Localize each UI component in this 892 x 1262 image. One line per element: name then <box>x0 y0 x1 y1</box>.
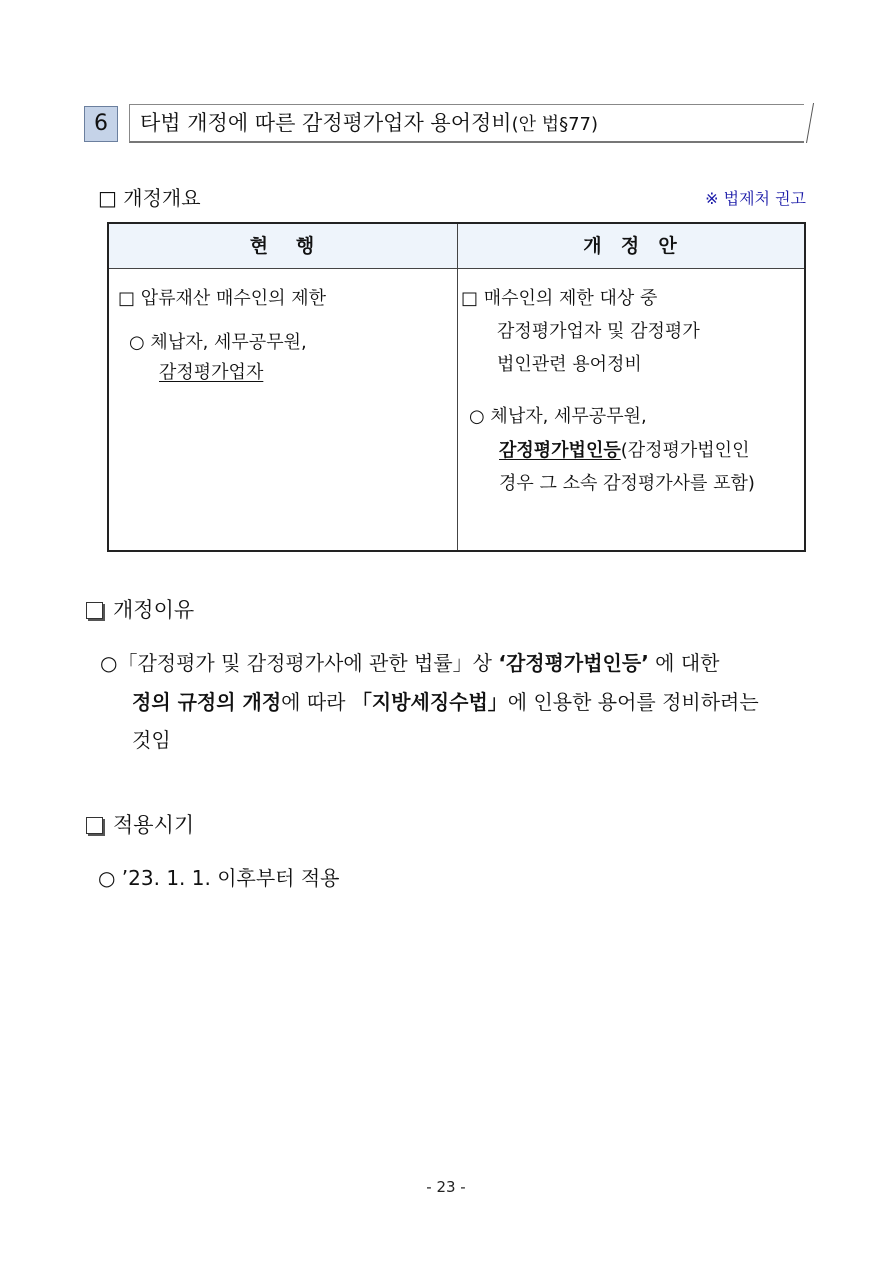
overview-heading: □ 개정개요 <box>98 186 201 210</box>
reason-line-2c: 「지방세징수법」 <box>351 690 508 714</box>
section-title-ref: (안 법§77) <box>511 114 599 135</box>
section-title-text: 타법 개정에 따른 감정평가업자 용어정비 <box>140 111 512 135</box>
current-line-1: □ 압류재산 매수인의 제한 <box>118 288 327 309</box>
col-header-revised: 개 정 안 <box>583 235 679 257</box>
checkbox-square-icon <box>86 817 103 834</box>
overview-note: ※ 법제처 권고 <box>705 189 806 208</box>
column-divider <box>457 224 458 550</box>
reason-line-1a: ○「감정평가 및 감정평가사에 관한 법률」상 <box>100 651 499 675</box>
revised-line-5 <box>499 434 749 467</box>
reason-heading <box>86 595 194 625</box>
reason-line-2d: 에 인용한 용어를 정비하려는 <box>507 690 759 714</box>
reason-heading-text: 개정이유 <box>113 598 195 622</box>
reason-line-2a: 정의 규정의 개정 <box>132 690 282 714</box>
reason-line-1b: ‘감정평가법인등’ <box>498 651 649 675</box>
current-line-3: 감정평가업자 <box>159 362 264 383</box>
section-title <box>140 108 598 140</box>
revised-emphasis-term: 감정평가법인등 <box>499 440 621 461</box>
reason-line-3: 것임 <box>132 728 171 752</box>
revised-line-5-rest: (감정평가법인인 <box>620 440 750 461</box>
current-line-2: ○ 체납자, 세무공무원, <box>129 332 307 353</box>
page-number: - 23 - <box>426 1178 466 1196</box>
checkbox-square-icon <box>86 602 103 619</box>
timing-heading-text: 적용시기 <box>113 813 195 837</box>
timing-heading <box>86 810 194 840</box>
comparison-table <box>107 222 806 552</box>
revised-line-6: 경우 그 소속 감정평가사를 포함) <box>499 473 755 494</box>
col-header-current: 현 행 <box>249 235 317 257</box>
reason-line-2 <box>132 683 759 721</box>
revised-line-2: 감정평가업자 및 감정평가 <box>497 321 700 342</box>
reason-line-1 <box>100 644 719 682</box>
reason-line-2b: 에 따라 <box>281 690 352 714</box>
revised-line-1: □ 매수인의 제한 대상 중 <box>461 288 658 309</box>
timing-item: ○ ’23. 1. 1. 이후부터 적용 <box>98 866 340 890</box>
section-number: 6 <box>84 106 118 142</box>
revised-line-3: 법인관련 용어정비 <box>497 354 642 375</box>
reason-line-1c: 에 대한 <box>648 651 720 675</box>
revised-line-4: ○ 체납자, 세무공무원, <box>469 406 647 427</box>
